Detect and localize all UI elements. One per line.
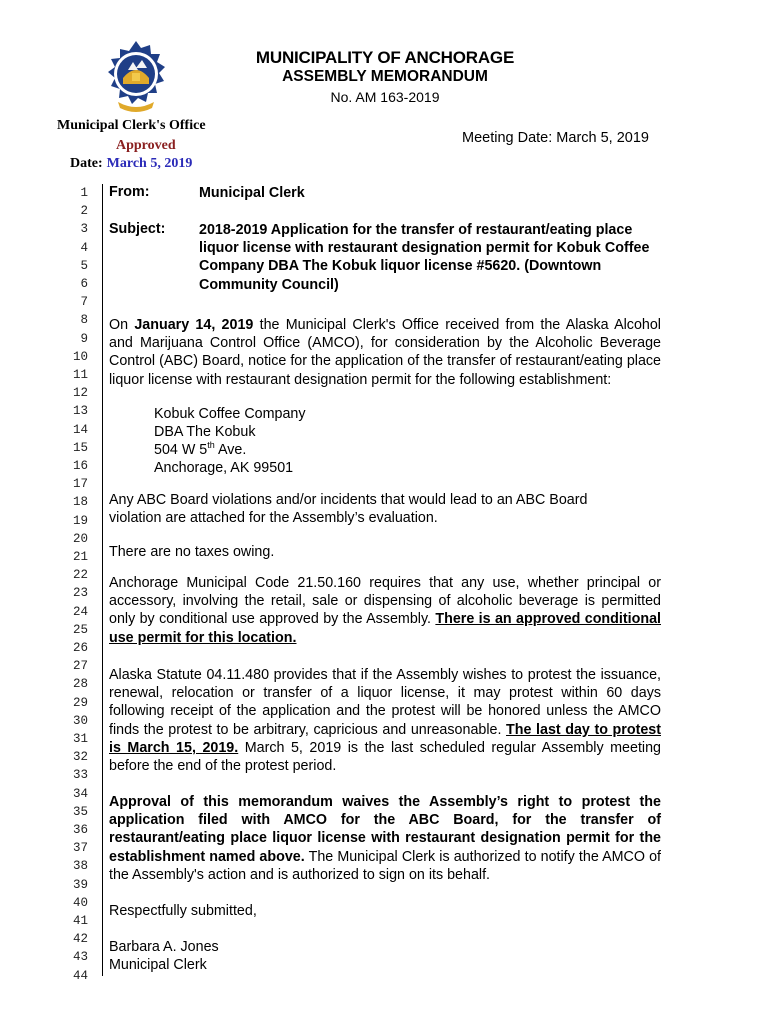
subject-value: 2018-2019 Application for the transfer of restaurant/eating place liquor license with restaurant designation permit for Kobuk Coffee Company DBA The Kobuk liquor license #5620. (Downtown Community Council) xyxy=(199,222,650,293)
line-number: 13 xyxy=(72,404,88,419)
establishment-city: Anchorage, AK 99501 xyxy=(154,460,294,476)
intro-paragraph xyxy=(109,316,661,389)
line-number: 28 xyxy=(72,677,88,692)
line-number: 40 xyxy=(72,895,88,910)
statute-paragraph xyxy=(109,666,661,775)
line-number: 39 xyxy=(72,877,88,892)
line-number: 20 xyxy=(72,531,88,546)
line-number: 27 xyxy=(72,659,88,674)
establishment-street xyxy=(154,441,246,459)
line-number: 15 xyxy=(72,440,88,455)
line-number: 23 xyxy=(72,586,88,601)
line-number: 33 xyxy=(72,768,88,783)
line-number: 4 xyxy=(80,240,88,255)
line-number: 19 xyxy=(72,513,88,528)
approval-authorization-text: The Municipal Clerk is authorized to notify the AMCO of the Assembly's action and is authorized to sign on its behalf. xyxy=(109,848,662,883)
line-number: 17 xyxy=(72,477,88,492)
from-label: From: xyxy=(109,184,150,200)
line-number: 24 xyxy=(72,604,88,619)
line-number: 25 xyxy=(72,622,88,637)
line-number: 36 xyxy=(72,823,88,837)
street-ordinal: th xyxy=(207,440,215,451)
line-number: 14 xyxy=(72,422,88,437)
line-number: 44 xyxy=(72,968,88,983)
subject-label: Subject: xyxy=(109,221,166,237)
line-number: 26 xyxy=(72,641,88,655)
line-number: 29 xyxy=(72,695,88,710)
statute-text-end: March 5, 2019 is the last scheduled regular Assembly meeting before the end of the protest period. xyxy=(109,739,661,775)
municipal-code-paragraph xyxy=(109,574,661,647)
line-number: 41 xyxy=(72,914,88,928)
line-number: 43 xyxy=(72,950,88,965)
violations-paragraph: Any ABC Board violations and/or incidents that would lead to an ABC Board violation are attached for the Assembly’s evaluation. xyxy=(109,492,588,527)
line-number: 35 xyxy=(72,804,88,819)
line-number: 6 xyxy=(80,277,88,291)
line-number: 16 xyxy=(72,459,88,473)
line-number: 42 xyxy=(72,932,88,947)
establishment-dba: DBA The Kobuk xyxy=(154,424,256,440)
stamp-date-label: Date: xyxy=(70,156,103,171)
approved-stamp: Approved xyxy=(116,138,176,153)
line-number: 34 xyxy=(72,786,88,801)
line-number: 8 xyxy=(80,313,88,328)
line-number: 30 xyxy=(72,713,88,728)
line-number: 32 xyxy=(72,750,88,765)
intro-text-body: the Municipal Clerk's Office received from the Alaska Alcohol and Marijuana Control Office (AMCO), for consideration by the Alcoholic Beverage Control (ABC) Board, notice for the application of the transfer of restaurant/eating place liquor license with restaurant designation permit for the following establishment: xyxy=(109,317,661,388)
line-number: 12 xyxy=(72,386,88,401)
from-value: Municipal Clerk xyxy=(199,185,305,201)
taxes-paragraph: There are no taxes owing. xyxy=(109,544,275,560)
line-number: 18 xyxy=(72,495,88,510)
line-number-divider xyxy=(102,184,103,976)
clerk-office-stamp: Municipal Clerk's Office xyxy=(57,118,206,133)
signatory-name: Barbara A. Jones xyxy=(109,939,219,955)
statute-text: Alaska Statute 04.11.480 provides that if the Assembly wishes to protest the issuance, renewal, relocation or transfer of a liquor license, it may protest within 60 days following receipt of the application and the protest will be honored unless the AMCO finds the protest to be arbitrary, capricious and unreasonable. xyxy=(109,667,661,738)
line-number: 9 xyxy=(80,331,88,346)
line-number: 11 xyxy=(72,368,88,382)
line-number: 21 xyxy=(72,550,88,564)
street-number: 504 W 5 xyxy=(154,442,208,458)
municipality-seal-logo xyxy=(104,40,168,116)
approval-waiver-text: Approval of this memorandum waives the Assembly’s right to protest the application filed with AMCO for the ABC Board, for the transfer of restaurant/eating place liquor license with restaurant designation permit for the establishment named above. xyxy=(109,794,661,865)
line-number: 37 xyxy=(72,841,88,856)
protest-deadline: The last day to protest is March 15, 2019. xyxy=(109,721,661,756)
approval-paragraph xyxy=(109,793,661,884)
line-number: 10 xyxy=(72,349,88,364)
stamp-date xyxy=(70,156,192,172)
line-number: 2 xyxy=(80,204,88,219)
line-number: 31 xyxy=(72,732,88,746)
signatory-title: Municipal Clerk xyxy=(109,957,207,973)
establishment-name: Kobuk Coffee Company xyxy=(154,406,306,422)
municipal-code-text: Anchorage Municipal Code 21.50.160 requires that any use, whether principal or accessory, involving the retail, sale or dispensing of alcoholic beverage is permitted only by conditional use approved by the Assembly. xyxy=(109,575,661,628)
memorandum-title: ASSEMBLY MEMORANDUM xyxy=(282,68,488,85)
line-number: 7 xyxy=(80,295,88,310)
closing-salutation: Respectfully submitted, xyxy=(109,903,257,919)
line-number: 22 xyxy=(72,568,88,583)
conditional-use-note: There is an approved conditional use permit for this location. xyxy=(109,611,661,646)
line-number: 5 xyxy=(80,258,88,273)
intro-text-start: On xyxy=(109,317,135,333)
line-number: 3 xyxy=(80,222,88,237)
memorandum-number: No. AM 163-2019 xyxy=(330,89,440,105)
received-date: January 14, 2019 xyxy=(134,317,254,333)
meeting-date: Meeting Date: March 5, 2019 xyxy=(462,130,649,146)
line-number: 38 xyxy=(72,859,88,874)
stamp-date-value: March 5, 2019 xyxy=(106,156,193,171)
street-suffix: Ave. xyxy=(214,442,247,458)
line-number: 1 xyxy=(80,186,88,200)
organization-title: MUNICIPALITY OF ANCHORAGE xyxy=(255,48,515,67)
